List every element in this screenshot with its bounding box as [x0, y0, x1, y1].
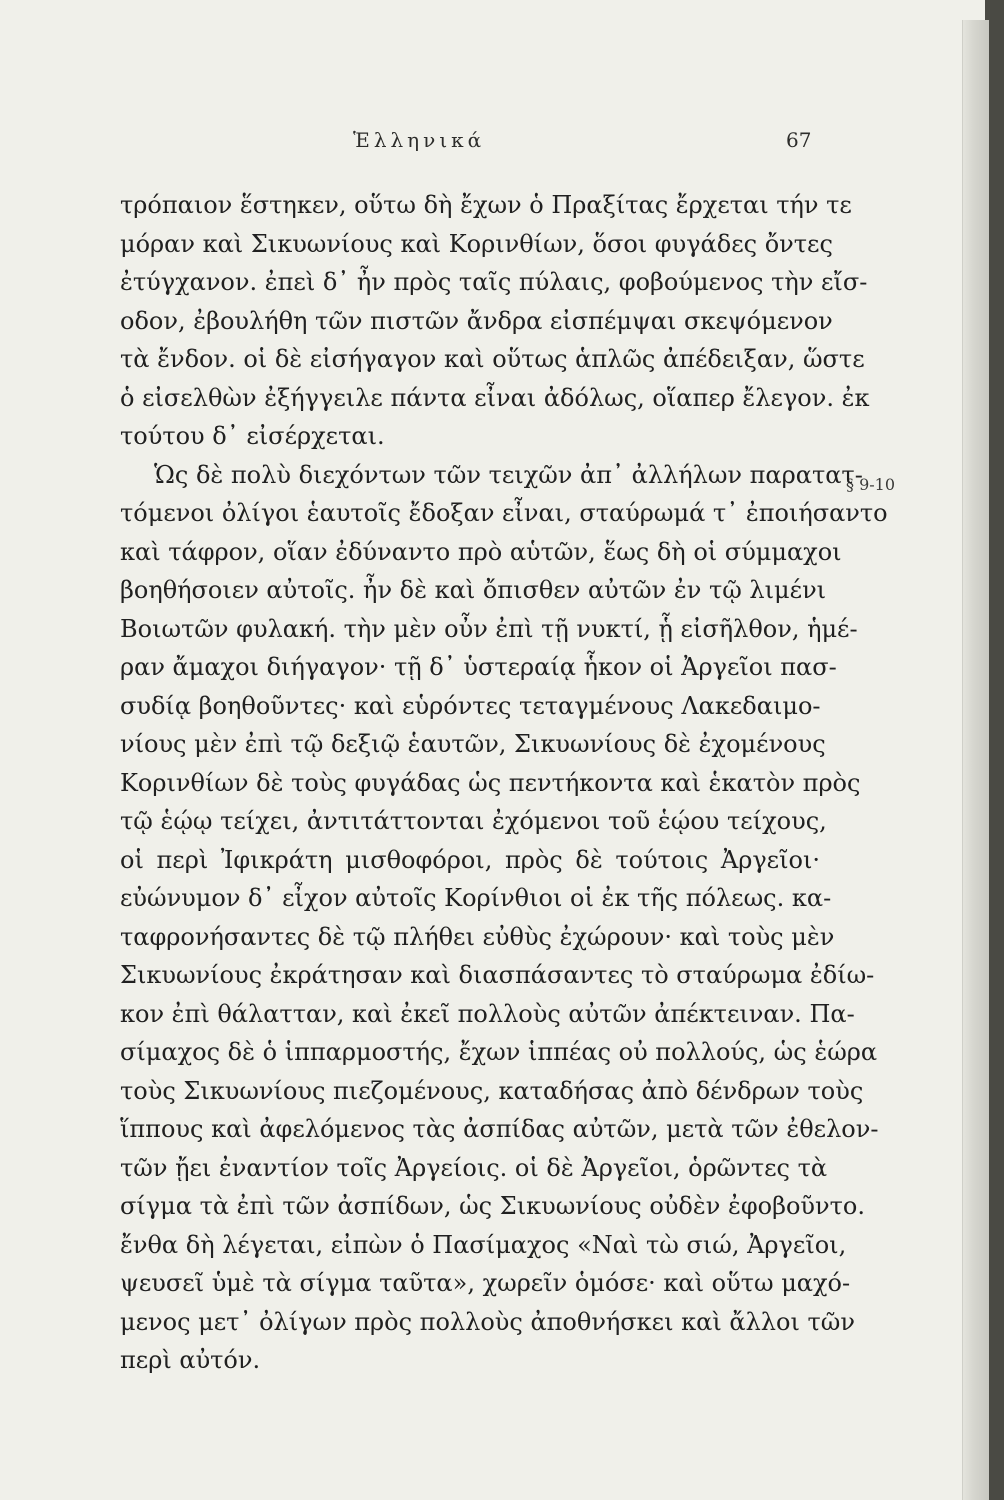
text-line: οἱ περὶ Ἰφικράτη μισθοφόροι, πρὸς δὲ τούτοις Ἀργεῖοι· — [120, 845, 820, 874]
text-line: τρόπαιον ἕστηκεν, οὕτω δὴ ἔχων ὁ Πραξίτας ἔρχεται τήν τε — [120, 191, 852, 219]
text-line: νίους μὲν ἐπὶ τῷ δεξιῷ ἑαυτῶν, Σικυωνίους δὲ ἐχομένους — [120, 730, 826, 758]
text-line: Σικυωνίους ἐκράτησαν καὶ διασπάσαντες τὸ σταύρωμα ἐδίω- — [120, 961, 875, 989]
text-line: καὶ τάφρον, οἵαν ἐδύναντο πρὸ αὑτῶν, ἕως δὴ οἱ σύμμαχοι — [120, 537, 842, 566]
text-line: μενος μετ᾽ ὀλίγων πρὸς πολλοὺς ἀποθνήσκει καὶ ἄλλοι τῶν — [120, 1307, 855, 1336]
text-line: εὐώνυμον δ᾽ εἶχον αὐτοῖς Κορίνθιοι οἱ ἐκ τῆς πόλεως. κα- — [120, 884, 832, 912]
text-line: κον ἐπὶ θάλατταν, καὶ ἐκεῖ πολλοὺς αὐτῶν ἀπέκτειναν. Πα- — [120, 999, 855, 1028]
text-line: μόραν καὶ Σικυωνίους καὶ Κορινθίων, ὅσοι φυγάδες ὄντες — [120, 229, 833, 258]
text-line: τῷ ἑῴῳ τείχει, ἀντιτάττονται ἐχόμενοι τοῦ ἑῴου τείχους, — [120, 807, 827, 835]
text-line: ἔνθα δὴ λέγεται, εἰπὼν ὁ Πασίμαχος «Ναὶ τὼ σιώ, Ἀργεῖοι, — [120, 1230, 847, 1259]
text-line: Ὡς δὲ πολὺ διεχόντων τῶν τειχῶν ἀπ᾽ ἀλλήλων παρατατ- — [154, 460, 863, 489]
running-title: Ἑλληνικά — [353, 128, 486, 152]
page-number: 67 — [786, 128, 812, 152]
text-line: βοηθήσοιεν αὐτοῖς. ἦν δὲ καὶ ὄπισθεν αὐτῶν ἐν τῷ λιμένι — [120, 576, 827, 604]
text-line: ταφρονήσαντες δὲ τῷ πλήθει εὐθὺς ἐχώρουν· καὶ τοὺς μὲν — [120, 922, 835, 951]
text-line: Κορινθίων δὲ τοὺς φυγάδας ὡς πεντήκοντα καὶ ἑκατὸν πρὸς — [120, 768, 861, 797]
page-edge — [962, 20, 989, 1500]
text-line: τὰ ἔνδον. οἱ δὲ εἰσήγαγον καὶ οὕτως ἁπλῶς ἀπέδειξαν, ὥστε — [120, 345, 865, 373]
text-line: σίγμα τὰ ἐπὶ τῶν ἀσπίδων, ὡς Σικυωνίους οὐδὲν ἐφοβοῦντο. — [120, 1192, 865, 1220]
section-reference: § 9-10 — [846, 475, 896, 494]
text-line: τῶν ᾔει ἐναντίον τοῖς Ἀργείοις. οἱ δὲ Ἀργεῖοι, ὁρῶντες τὰ — [120, 1153, 828, 1182]
text-line: τοὺς Σικυωνίους πιεζομένους, καταδήσας ἀπὸ δένδρων τοὺς — [120, 1076, 864, 1105]
text-line: οδον, ἐβουλήθη τῶν πιστῶν ἄνδρα εἰσπέμψαι σκεψόμενον — [120, 306, 833, 335]
text-line: ἐτύγχανον. ἐπεὶ δ᾽ ἦν πρὸς ταῖς πύλαις, φοβούμενος τὴν εἴσ- — [120, 268, 868, 296]
text-line: Βοιωτῶν φυλακή. τὴν μὲν οὖν ἐπὶ τῇ νυκτί, ᾗ εἰσῆλθον, ἡμέ- — [120, 614, 858, 643]
text-line: ἵππους καὶ ἀφελόμενος τὰς ἀσπίδας αὐτῶν, μετὰ τῶν ἐθελον- — [120, 1115, 879, 1143]
text-line: ψευσεῖ ὑμὲ τὰ σίγμα ταῦτα», χωρεῖν ὁμόσε· καὶ οὕτω μαχό- — [120, 1269, 851, 1297]
text-line: συδίᾳ βοηθοῦντες· καὶ εὑρόντες τεταγμένους Λακεδαιμο- — [120, 691, 821, 720]
text-line: περὶ αὐτόν. — [120, 1346, 261, 1374]
text-line: τούτου δ᾽ εἰσέρχεται. — [120, 422, 385, 450]
text-line: ὁ εἰσελθὼν ἐξήγγειλε πάντα εἶναι ἀδόλως, οἵαπερ ἔλεγον. ἐκ — [120, 383, 870, 412]
text-line: τόμενοι ὀλίγοι ἑαυτοῖς ἔδοξαν εἶναι, σταύρωμά τ᾽ ἐποιήσαντο — [120, 499, 888, 527]
text-line: σίμαχος δὲ ὁ ἱππαρμοστής, ἔχων ἱππέας οὐ πολλούς, ὡς ἑώρα — [120, 1038, 878, 1066]
text-line: ραν ἄμαχοι διήγαγον· τῇ δ᾽ ὑστεραίᾳ ἧκον οἱ Ἀργεῖοι πασ- — [120, 653, 837, 681]
